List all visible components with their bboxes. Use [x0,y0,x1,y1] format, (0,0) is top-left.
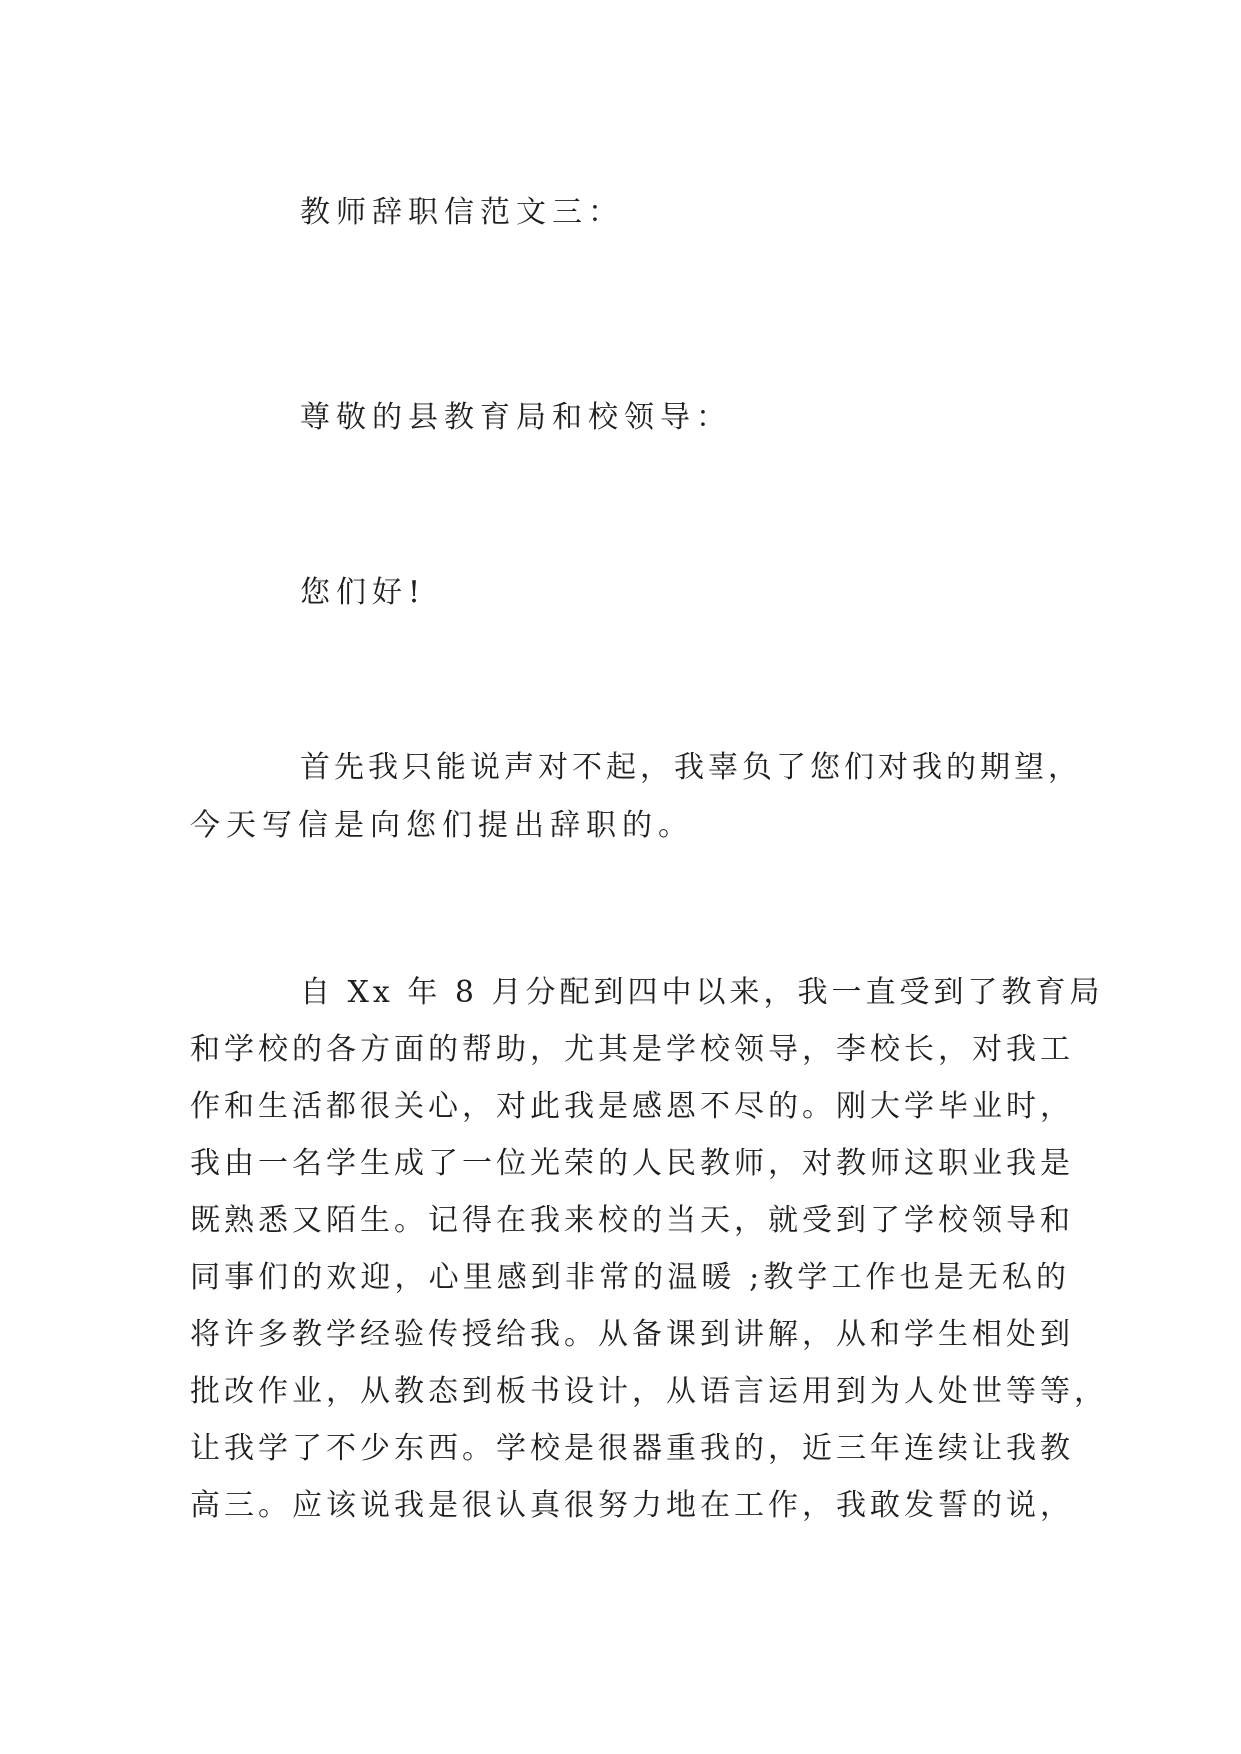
paragraph-2-line: 我由一名学生成了一位光荣的人民教师，对教师这职业我是 [190,1146,1074,1181]
greeting: 您们好! [300,575,427,610]
paragraph-2-line: 和学校的各方面的帮助，尤其是学校领导，李校长，对我工 [190,1032,1074,1067]
paragraph-2-line: 将许多教学经验传授给我。从备课到讲解，从和学生相处到 [190,1317,1074,1352]
paragraph-2-line: 高三。应该说我是很认真很努力地在工作，我敢发誓的说， [190,1488,1074,1523]
paragraph-2-line: 同事们的欢迎，心里感到非常的温暖 ;教学工作也是无私的 [190,1260,1070,1295]
paragraph-1-line: 今天写信是向您们提出辞职的。 [190,808,694,843]
paragraph-2-first-line: 自 Xx 年 8 月分配到四中以来，我一直受到了教育局 [300,975,1104,1010]
paragraph-1-first-line: 首先我只能说声对不起，我辜负了您们对我的期望， [300,750,1082,785]
paragraph-2-line: 批改作业，从教态到板书设计，从语言运用到为人处世等等， [190,1374,1108,1409]
salutation: 尊敬的县教育局和校领导： [300,400,732,435]
section-title: 教师辞职信范文三： [300,195,624,230]
paragraph-2-line: 让我学了不少东西。学校是很器重我的，近三年连续让我教 [190,1431,1074,1466]
paragraph-2-line: 作和生活都很关心，对此我是感恩不尽的。刚大学毕业时， [190,1089,1074,1124]
paragraph-2-line: 既熟悉又陌生。记得在我来校的当天，就受到了学校领导和 [190,1203,1074,1238]
